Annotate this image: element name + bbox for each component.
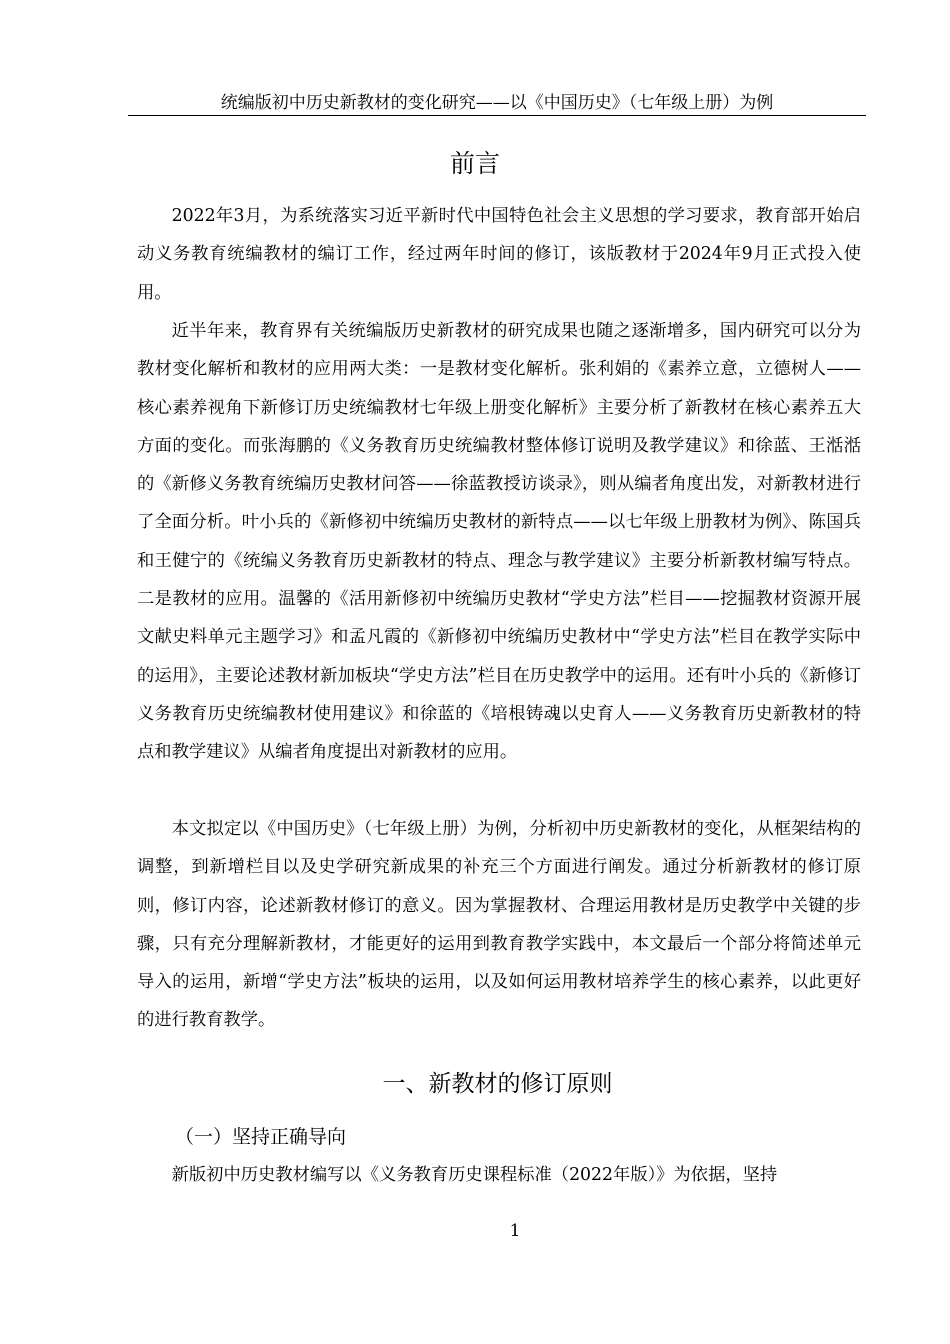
section-heading: 一、新教材的修订原则 bbox=[382, 1071, 613, 1097]
body-paragraph-1: 2022年3月，为系统落实习近平新时代中国特色社会主义思想的学习要求，教育部开始启动义务教育统编教材的编订工作，经过两年时间的修订，该版教材于2024年9月正式投入使用。 bbox=[137, 206, 861, 303]
body-paragraph-4: 新版初中历史教材编写以《义务教育历史课程标准（2022年版）》为依据，坚持 bbox=[171, 1165, 778, 1185]
subsection-heading: （一）坚持正确导向 bbox=[175, 1126, 347, 1148]
body-paragraph-2: 近半年来，教育界有关统编版历史新教材的研究成果也随之逐渐增多，国内研究可以分为教材变化解析和教材的应用两大类：一是教材变化解析。张利娟的《素养立意，立德树人——核心素养视角下新修订历史统编教材七年级上册变化解析》主要分析了新教材在核心素养五大方面的变化。而张海鹏的《义务教育历史统编教材整体修订说明及教学建议》和徐蓝、王湉湉的《新修义务教育统编历史教材问答——徐蓝教授访谈录》，则从编者角度出发，对新教材进行了全面分析。叶小兵的《新修初中统编历史教材的新特点——以七年级上册教材为例》、陈国兵和王健宁的《统编义务教育历史新教材的特点、理念与教学建议》主要分析新教材编写特点。二是教材的应用。温馨的《活用新修初中统编历史教材“学史方法”栏目——挖掘教材资源开展文献史料单元主题学习》和孟凡霞的《新修初中统编历史教材中“学史方法”栏目在教学实际中的运用》，主要论述教材新加板块“学史方法”栏目在历史教学中的运用。还有叶小兵的《新修订义务教育历史统编教材使用建议》和徐蓝的《培根铸魂以史育人——义务教育历史新教材的特点和教学建议》从编者角度提出对新教材的应用。 bbox=[137, 321, 861, 763]
running-header: 统编版初中历史新教材的变化研究——以《中国历史》（七年级上册）为例 bbox=[128, 91, 866, 116]
page-title: 前言 bbox=[449, 149, 500, 178]
body-paragraph-3: 本文拟定以《中国历史》（七年级上册）为例，分析初中历史新教材的变化，从框架结构的调整，到新增栏目以及史学研究新成果的补充三个方面进行阐发。通过分析新教材的修订原则，修订内容，论述新教材修订的意义。因为掌握教材、合理运用教材是历史教学中关键的步骤，只有充分理解新教材，才能更好的运用到教育教学实践中，本文最后一个部分将简述单元导入的运用，新增“学史方法”板块的运用，以及如何运用教材培养学生的核心素养，以此更好的进行教育教学。 bbox=[137, 819, 861, 1031]
page-number: 1 bbox=[509, 1221, 521, 1241]
